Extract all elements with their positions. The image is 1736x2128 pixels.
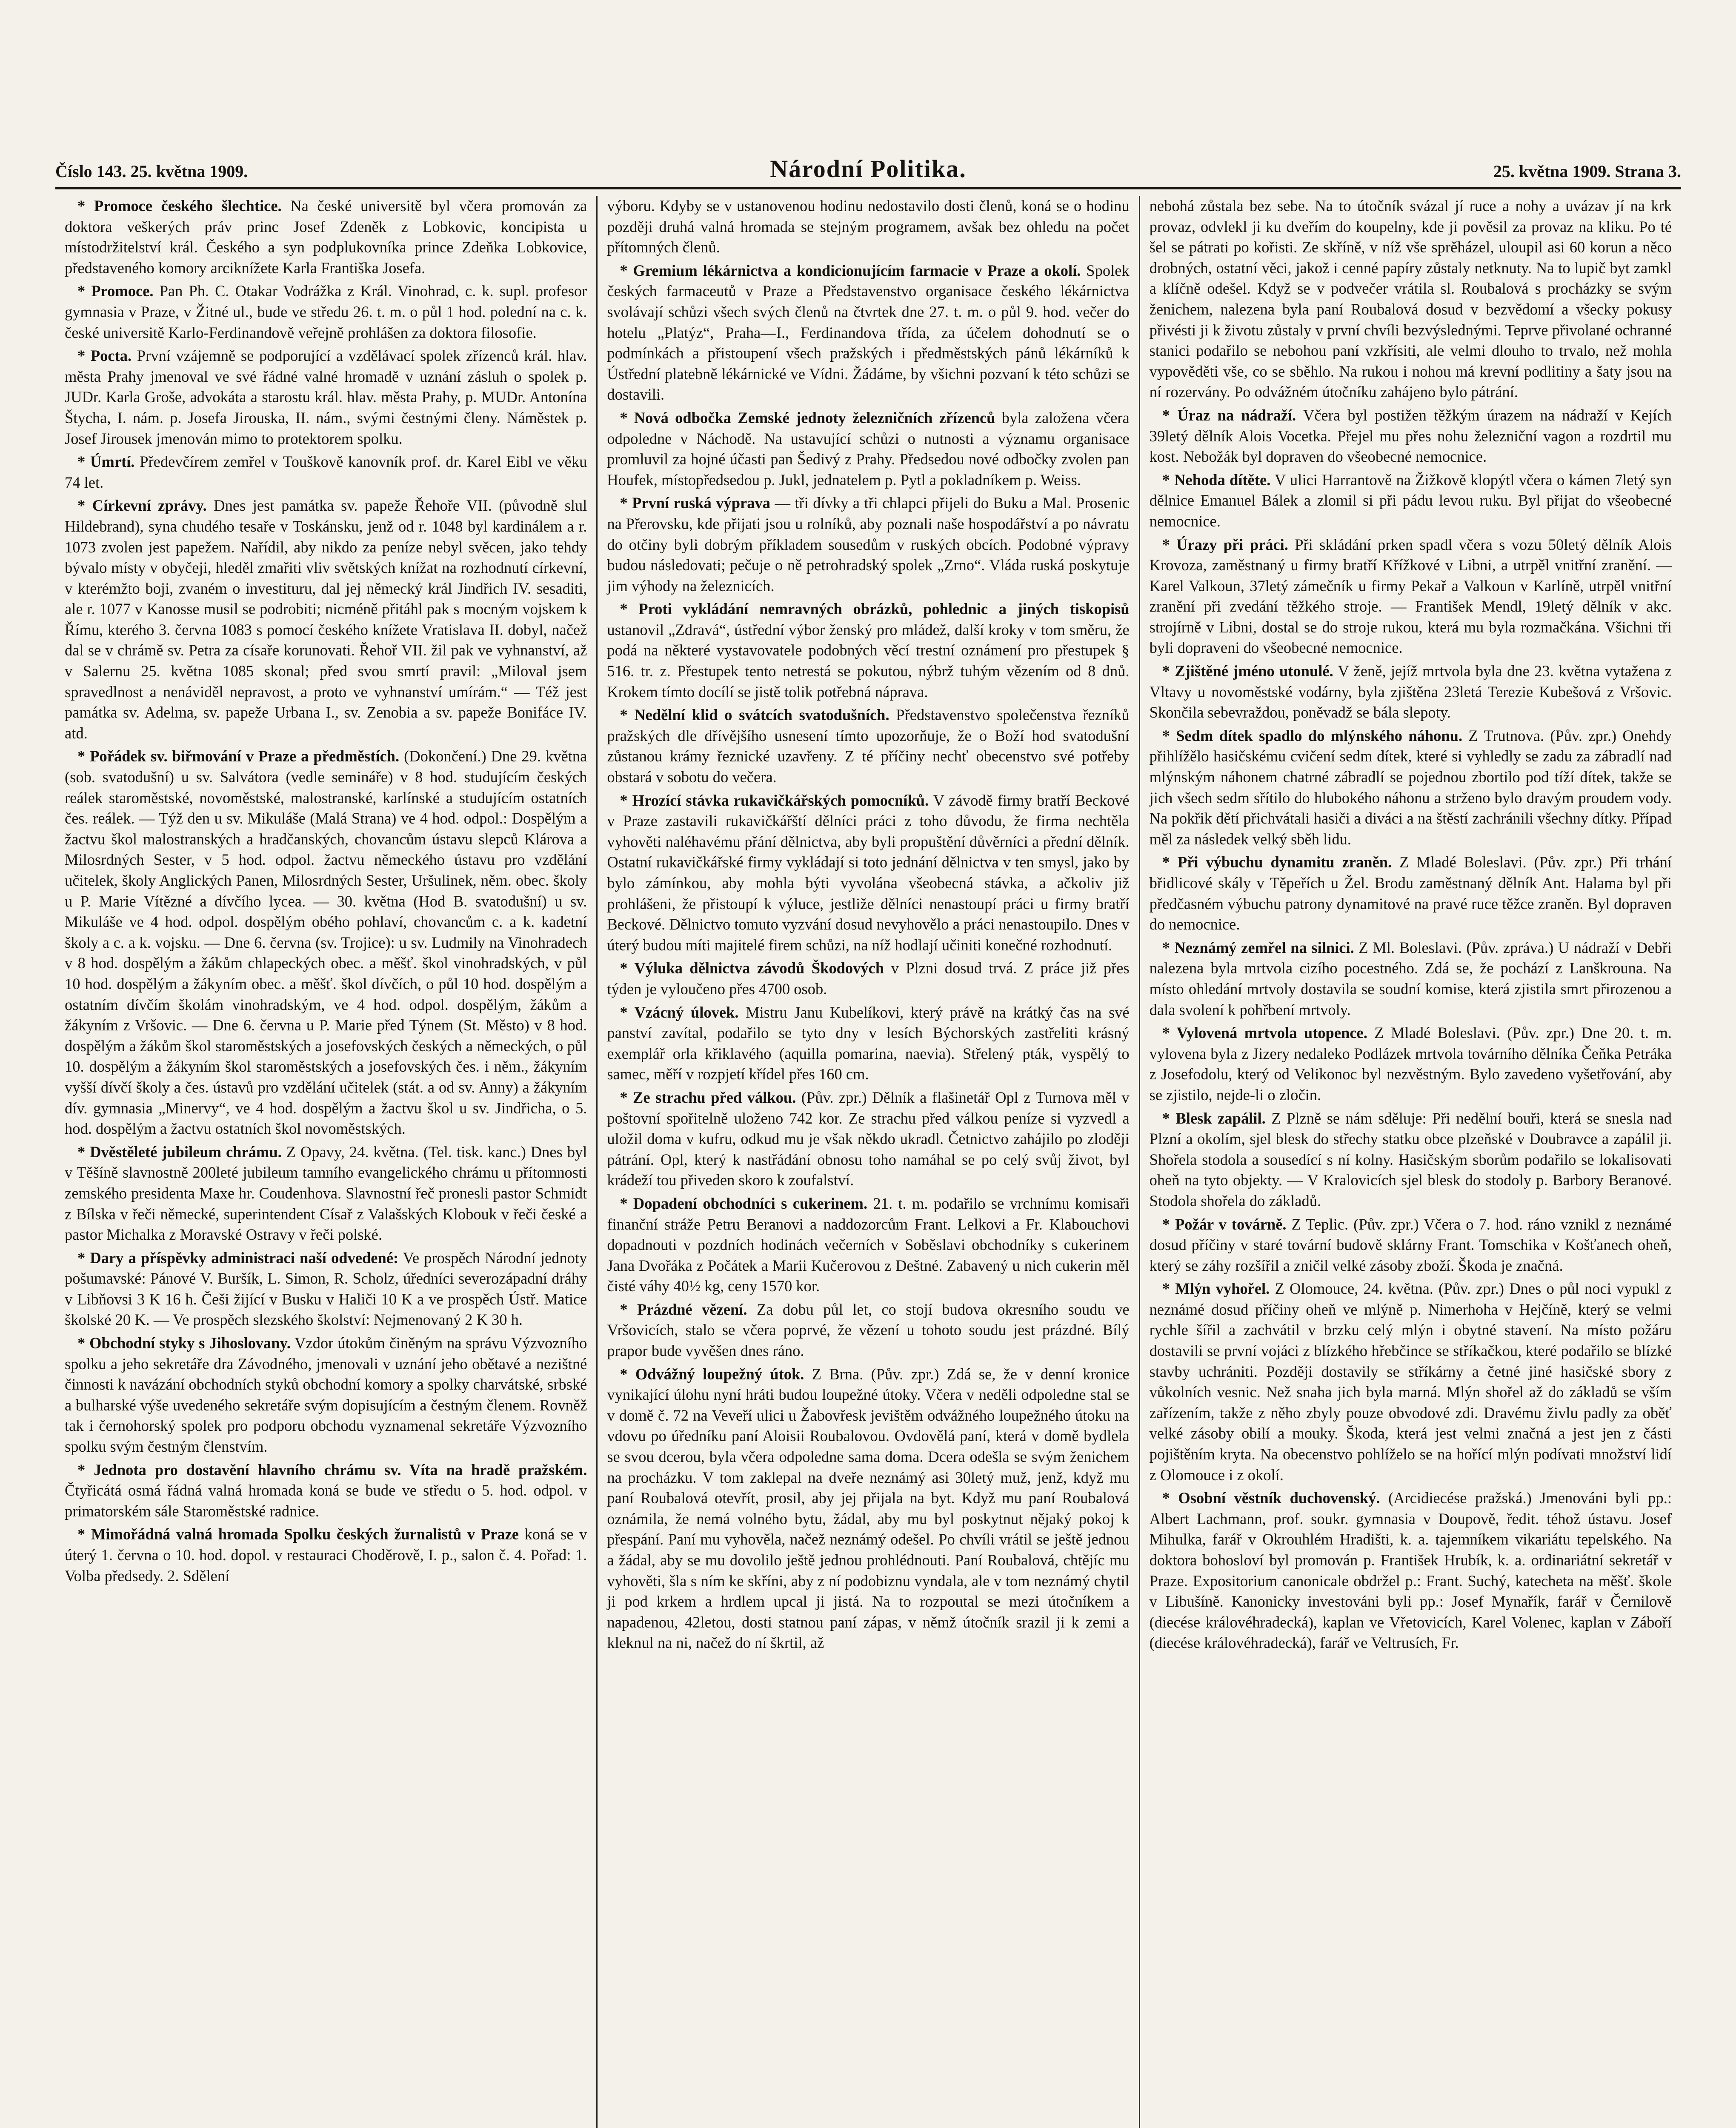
news-item [607,493,1129,596]
news-item-text: V ulici Harrantově na Žižkově klopýtl včera o kámen 7letý syn dělnice Emanuel Bálek a zlomil si při pádu levou ruku. Byl přijat do všeobecné nemocnice. [1149,471,1672,530]
issue-number-date: Číslo 143. 25. května 1909. [55,162,248,181]
news-item-heading: * Hrozící stávka rukavičkářských pomocníků. [620,791,929,809]
news-item [607,705,1129,787]
news-item-heading: * Vzácný úlovek. [620,1003,739,1021]
news-item [607,1087,1129,1191]
news-item-heading: * Obchodní styky s Jihoslovany. [77,1334,291,1352]
news-item [607,599,1129,702]
news-item-text: (Arcidiecése pražská.) Jmenováni byli pp.: Albert Lachmann, prof. soukr. gymnasia v Doupově, ředit. téhož ústavu. Josef Mihulka, farář v Okrouhlém Hradišti, k. a. tajemníkem vikariátu tepelského. Na doktora bohosloví byl promován p. František Hrubík, k. a. ordinariátní sekretář v Praze. Expositorium canonicale obdržel p.: Frant. Suchý, katecheta na měšť. škole v Libušíně. Kanonicky investováni byli pp.: Josef Mynařík, farář v Černilově (diecése královéhradecká), kaplan ve Vřetovicích, Karel Volenec, kaplan v Záboří (diecése královéhradecká), farář ve Veltrusích, Fr. [1149,1489,1672,1652]
news-item-text: Z Brna. (Pův. zpr.) Zdá se, že v denní kronice vynikající úlohu nyní hráti budou loupežné útoky. Včera v neděli odpoledne stal se v domě č. 72 na Veveří ulici u Žabovřesk jevištěm odvážného loupežného útoku na vdovu po úředníku paní Aloisii Roubalovou. Ovdovělá paní, která v domě bydlela se svou dcerou, byla včera odpoledne sama doma. Dcera odešla se svým ženichem na procházku. V tom zaklepal na dveře neznámý asi 30letý muž, jenž, když mu paní Roubalová otevřít, prosil, aby jej přijala na byt. Když mu paní Roubalová oznámila, že nemá volného bytu, žádal, aby mu byl poskytnut nějaký pokoj k přespání. Paní mu vyhověla, načež neznámý odešel. Po chvíli vrátil se ještě jednou a žádal, aby se mu dovolilo ještě jednou prohlédnouti. Paní Roubalová, chtějíc mu vyhověti, šla s ním ke skříni, aby z ní podobiznu vyndala, ale v tom neznámý chytil ji pod krkem a hrdlem upcal ji jistá. Na to rozpoutal se mezi útočníkem a napadenou, 42letou, dosti statnou paní zápas, v němž útočník srazil ji k zemi a kleknul na ni, načež do ní škrtil, až [607,1365,1130,1652]
news-item-text: Pan Ph. C. Otakar Vodrážka z Král. Vinohrad, c. k. supl. profesor gymnasia v Praze, v Žitné ul., bude ve středu 26. t. m. o půl 1 hod. polední na c. k. české universitě Karlo-Ferdinandově veřejně prohlášen za doktora filosofie. [65,282,587,341]
news-item-text: Z Teplic. (Pův. zpr.) Včera o 7. hod. ráno vznikl z neznámé dosud příčiny v staré tovární budově sklárny Frant. Tomschika v Košťanech oheň, který se záhy rozšířil a zničil velké zásoby zboží. Škoda je značná. [1149,1215,1672,1274]
news-item-heading: * Dopadení obchodníci s cukerinem. [620,1194,868,1212]
news-item-heading: * Blesk zapálil. [1162,1109,1266,1127]
news-item-text: (Dokončení.) Dne 29. května (sob. svatodušní) u sv. Salvátora (vedle semináře) v 8 hod. studujícím českých reálek staroměstské, novoměstské, malostranské, karlínské a studujícím ostatních čes. reálek. — Týž den u sv. Mikuláše (Malá Strana) ve 4 hod. odpol.: Dospělým a žactvu škol malostranských a hradčanských, chovancům ústavu slepců Klárova a Milosrdných Sester, v 5 hod. odpol. žactvu německého ústavu pro vzdělání učitelek, školy Anglických Panen, Milosrdných Sester, Uršulinek, něm. obec. školy u P. Marie Vítězné a dívčího lycea. — 30. května (Hod B. svatodušní) u sv. Mikuláše ve 4 hod. odpol. dospělým obého pohlaví, chovancům c. a k. kadetní školy a c. a k. vojsku. — Dne 6. června (sv. Trojice): u sv. Ludmily na Vinohradech v 8 hod. dospělým a žákům chlapeckých obec. a měšť. škol vinohradských, v půl 10 hod. dospělým a žákyním obec. a měšť. škol dívčích, o půl 10 hod. dospělým a ostatním dívčím školám vinohradským, ve 4 hod. odpol. dospělým, žákům a žákyním z Vršovic. — Dne 6. června u P. Marie před Týnem (St. Město) v 8 hod. dospělým a žákům škol staroměstských a josefovských českých a německých, o půl 10. dospělým a žákyním škol staroměstských a josefovských čes. i něm., žákyním vyšší dívčí školy a čes. ústavů pro vzdělání učitelek (stát. a od sv. Anny) a žákyním dív. gymnasia „Minervy“, ve 4 hod. dospělým a žactvu škol u sv. Jindřicha, o 5. hod. dospělým a žactvu ostatních škol novoměstských. [65,747,587,1138]
news-item [65,1333,587,1457]
news-item-heading: * Při výbuchu dynamitu zraněn. [1162,853,1392,871]
news-item-heading: * Jednota pro dostavění hlavního chrámu sv. Víta na hradě pražském. [77,1461,587,1479]
news-item-heading: * Promoce českého šlechtice. [77,197,282,215]
newspaper-title: Národní Politika. [770,155,967,183]
page-date-number: 25. května 1909. Strana 3. [1493,162,1681,181]
news-item [65,1460,587,1522]
news-item [1150,1108,1672,1212]
news-item-text: Z Ml. Boleslavi. (Pův. zpráva.) U nádraží v Debři nalezena byla mrtvola cizího pocestného. Zdá se, že pochází z Lanškrouna. Na místo ohledání mrtvoly dostavila se soudní komise, která zjistila smrt přirozenou a dala svolení k pohřbení mrtvoly. [1149,938,1672,1018]
news-item-text: byla založena včera odpoledne v Náchodě. Na ustavující schůzi o nutnosti a významu organisace promluvil za hojné účasti pan Šedivý z Prahy. Předsedou nové odbočky zvolen pan Houfek, místopředsedou p. Jukl, jednatelem p. Pytl a pokladníkem p. Weiss. [607,409,1130,489]
news-item-heading: * Prázdné vězení. [620,1300,747,1318]
news-item [65,281,587,343]
news-item-text: Na české universitě byl včera promován za doktora veškerých práv princ Josef Zdeněk z Lobkovic, koncipista u místodržitelství král. Českého a syn podplukovníka prince Zdeňka Lobkovice, představeného komory arciknížete Karla Františka Josefa. [65,197,587,277]
news-item [65,1248,587,1330]
news-item-text: Spolek českých farmaceutů v Praze a Představenstvo organisace českého lékárnictva svolávají schůzi všech svých členů na čtvrtek dne 27. t. m. o půl 9. hod. večer do hotelu „Platýz“, Praha—I., Ferdinandova třída, za účelem dohodnutí se o podmínkách a přistoupení všech pražských i předměstských pánů lékárníků k Ústřední platebně lékárnické ve Vídni. Žádáme, by všichni pozvaní k této schůzi se dostavili. [607,261,1130,403]
news-item [65,495,587,744]
news-item [607,790,1129,956]
news-item [1150,470,1672,532]
news-item [1150,1279,1672,1485]
newspaper-page [55,140,1681,2128]
news-item-heading: * Úrazy při práci. [1162,535,1288,553]
news-item-heading: * Vylovená mrtvola utopence. [1162,1024,1367,1042]
news-item-heading: * Pořádek sv. biřmování v Praze a předměstích. [77,747,400,765]
news-item-text: Z Plzně se nám sděluje: Při nedělní bouři, která se snesla nad Plzní a okolím, sjel blesk do střechy statku obce plzeňské v Doubravce a zapálil ji. Shořela stodola a sousedící s ní kolny. Hasičským sborům podařilo se lokalisovati oheň na tyto objekty. — V Kralovicích sjel blesk do stodoly p. Barbory Beranové. Stodola shořela do základů. [1149,1109,1672,1210]
masthead [55,140,1681,189]
news-item-text: Z Opavy, 24. května. (Tel. tisk. kanc.) Dnes byl v Těšíně slavnostně 200leté jubileum tamního evangelického chrámu u přítomnosti zemského presidenta Maxe hr. Coudenhova. Slavnostní řeč pronesli pastor Schmidt z Bílska v řeči německé, superintendent Císař z Valašských Klobouk v řeči české a pastor Michalka z Moravské Ostravy v řeči polské. [65,1143,587,1244]
news-item-heading: * Gremium lékárnictva a kondicionujícím farmacie v Praze a okolí. [620,261,1081,279]
news-item-text: Za dobu půl let, co stojí budova okresního soudu ve Vršovicích, stalo se včera poprvé, že vězení u tohoto soudu jest prázdné. Bílý prapor bude vyvěšen dnes ráno. [607,1300,1130,1360]
news-item-heading: * Zjištěné jméno utonulé. [1162,662,1333,680]
news-item-text: — tři dívky a tři chlapci přijeli do Buku a Mal. Prosenic na Přerovsku, kde přijati jsou u rolníků, aby poznali naše hospodářství a po návratu do otčiny byli dobrým příkladem sousedům v ruských obcích. Podobné výpravy budou následovati; pečuje o ně petrohradský spolek „Zrno“. Vláda ruská poskytuje jim výhody na železnicích. [607,494,1130,595]
news-item [607,196,1129,258]
news-item-heading: * Úraz na nádraží. [1162,406,1296,424]
news-item-text: v Plzni dosud trvá. Z práce již přes týden je vyloučeno přes 4700 osob. [607,959,1130,998]
news-item-text: ustanovil „Zdravá“, ústřední výbor ženský pro mládež, další kroky v tom směru, že podá na některé vystavovatele podobných věcí trestní oznámení pro přestupek § 516. tr. z. Přestupek tento netrestá se pokutou, nýbrž tuhým vězením od 8 dnů. Krokem tímto docílí se jistě tolik potřebná náprava. [607,621,1130,701]
news-item-heading: * Dvěstěleté jubileum chrámu. [77,1143,282,1161]
news-item-text: Dnes jest památka sv. papeže Řehoře VII. (původně slul Hildebrand), syna chudého tesaře v Toskánsku, jenž od r. 1048 byl kardinálem a r. 1073 zvolen jest papežem. Nařídil, aby nikdo za peníze nebyl svěcen, jako tehdy bývalo místy v obyčeji, hleděl zmařiti vliv světských knížat na rozhodnutí církevní, v kterémžto boji, zvaném o investituru, dal jej německý král Jindřich IV. sesaditi, ale r. 1077 v Kanosse musil se podrobiti; nicméně přitáhl pak s mocným vojskem k Římu, kterého 3. června 1083 s pomocí českého knížete Vratislava II. dobyl, načež dal se v chrámě sv. Petra za císaře korunovati. Řehoř VII. žil pak ve vyhnanství, až v Salernu 25. května 1085 skonal; před svou smrtí pravil: „Miloval jsem spravedlnost a nenáviděl nepravost, a proto ve vyhnanství umírám.“ — Též jest památka sv. Adelma, sv. papeže Urbana I., sv. Zenobia a sv. papeže Bonifáce IV. atd. [65,497,587,742]
news-item-heading: * Proti vykládání nemravných obrázků, pohlednic a jiných tiskopisů [620,600,1130,618]
news-item-text: Ve prospěch Národní jednoty pošumavské: Pánové V. Buršík, L. Simon, R. Scholz, úředníci severozápadní dráhy v Libňovsi 3 K 16 h. Češi žijící v Busku v Haliči 10 K a ve prospěch Ústř. Matice školské 20 K. — Ve prospěch slezského školství: Nejmenovaný 2 K 30 h. [65,1249,587,1329]
news-item-text: Z Mladé Boleslavi. (Pův. zpr.) Při trhání břidlicové skály v Těpeřích u Žel. Brodu zaměstnaný dělník Ant. Halama byl při předčasném výbuchu patrony dynamitové na pravé ruce těžce zraněn. Byl dopraven do nemocnice. [1149,853,1672,933]
news-item [1150,196,1672,403]
news-item [1150,852,1672,935]
news-item [1150,661,1672,723]
column-1 [55,196,596,2128]
news-item [65,746,587,1139]
news-item [1150,1488,1672,1653]
news-item [1150,405,1672,467]
news-item-heading: * Mimořádná valná hromada Spolku českých žurnalistů v Praze [77,1525,519,1543]
news-item-heading: * Nová odbočka Zemské jednoty železničních zřízenců [620,409,995,426]
news-item-text: První vzájemně se podporující a vzdělávací spolek zřízenců král. hlav. města Prahy jmenoval ve své řádné valné hromadě v uznání zásluh o spolek p. JUDr. Karla Groše, advokáta a starostu král. hlav. města Prahy, p. MUDr. Antonína Štycha, I. nám. p. Josefa Jirouska, II. nám., svými čestnými členy. Náměstek p. Josef Jirousek jmenován mimo to protektorem spolku. [65,347,587,447]
news-item-heading: * Požár v továrně. [1162,1215,1287,1233]
news-item [1150,1214,1672,1276]
news-item [607,1299,1129,1361]
news-item [1150,1023,1672,1105]
news-item-text: Při skládání prken spadl včera s vozu 50letý dělník Alois Krovoza, zaměstnaný u firmy bratří Křížkové v Libni, a utrpěl vnitřní zranění. — Karel Valkoun, 37letý zámečník u firmy Pekař a Valkoun v Karlíně, utrpěl vnitřní zranění při zvedání těžkého stroje. — František Mendl, 19letý dělník v akc. strojírně v Libni, dostal se do stroje rukou, která mu byla rozmačkána. Všichni tři byli dopraveni do všeobecné nemocnice. [1149,535,1672,657]
news-item [65,346,587,449]
news-item-heading: * Promoce. [77,282,154,300]
news-item-heading: * Osobní věstník duchovenský. [1162,1489,1380,1507]
news-item [607,1002,1129,1085]
news-item-heading: * Dary a příspěvky administraci naší odvedené: [77,1249,399,1267]
news-item-heading: * Sedm dítek spadlo do mlýnského náhonu. [1162,726,1463,744]
news-item-text: (Pův. zpr.) Dělník a flašinetář Opl z Turnova měl v poštovní spořitelně uloženo 742 kor. Ze strachu před válkou peníze si vyzvedl a uložil doma v kufru, odkud mu je však někdo ukradl. Četnictvo zahájilo po zloději pátrání. Opl, který k nastřádání obnosu toho namáhal se po celý svůj život, byl krádeží tou přiveden skoro k zoufalství. [607,1088,1130,1189]
news-item-text: Včera byl postižen těžkým úrazem na nádraží v Kejích 39letý dělník Alois Vocetka. Přejel mu přes nohu železniční vagon a rozdrtil mu kost. Nebožák byl dopraven do všeobecné nemocnice. [1149,406,1672,466]
news-item [1150,726,1672,850]
news-item-heading: * Pocta. [77,347,132,365]
news-item [607,958,1129,999]
news-item-heading: * Nehoda dítěte. [1162,471,1271,489]
news-item-text: V závodě firmy bratří Beckové v Praze zastavili rukavičkářští dělníci práci z toho důvodu, že firma nechtěla vyhověti naléhavému přání dělnictva, aby byli propuštění důvěrníci a přední dělník. Ostatní rukavičkářské firmy vykládají si toto jednání dělnictva v ten smysl, jako by bylo zámínkou, aby mohla býti vyvolána všeobecná stávka, a ačkoliv již prohlášeni, že přistoupí k výluce, jestliže dělníci nenastoupí práci u firmy bratří Beckové. Dělnictvo tomuto vyzvání dosud nevyhovělo a práci nenastoupilo. Dnes v úterý budou míti majitelé firem schůzi, na níž hodlají učiniti konečné rozhodnutí. [607,791,1130,954]
news-item-text: Předevčírem zemřel v Touškově kanovník prof. dr. Karel Eibl ve věku 74 let. [65,453,587,491]
news-item [65,1142,587,1245]
news-item-text: nebohá zůstala bez sebe. Na to útočník svázal jí ruce a nohy a uvázav jí na krk provaz, odvlekl ji ku dveřím do koupelny, kde ji pověsil za provaz na kliku. Po té šel se pátrati po kořisti. Ze skříně, v níž vše sprěházel, uloupil asi 60 korun a něco drobných, ostatní věci, jakož i cenné papíry zůstaly netknuty. Na to lupič byt zamkl a klíčně odešel. Když se v podvečer vrátila sl. Roubalová s procházky se svým ženichem, nalezena byla paní Roubalová dosud v bezvědomí a všecky pokusy přivésti ji k životu zůstaly v první chvíli bezvýslednými. Teprve přivolané ochranné stanici podařilo se nebohou paní vzkřísiti, ale velmi dlouho to trvalo, než mohla vypověděti vše, co se sběhlo. Na rukou i nohou má krevní podlitiny a šaty jsou na ní rozervány. Po odvážném útočníku zahájeno bylo pátrání. [1149,197,1672,401]
news-item-heading: * Mlýn vyhořel. [1162,1280,1270,1298]
news-item-heading: * Úmrtí. [77,453,135,471]
article-columns [55,196,1681,2128]
news-item [607,1193,1129,1297]
news-item [607,408,1129,490]
news-item-heading: * Ze strachu před válkou. [620,1088,796,1106]
news-item-heading: * Nedělní klid o svátcích svatodušních. [620,706,889,724]
news-item-text: Z Trutnova. (Pův. zpr.) Onehdy přihlížělo hasičskému cvičení sedm dítek, které si vyhledly se zadu za zábradlí nad mlýnským náhonem chatrné zábradlí se pojednou zbortilo pod tíží dítek, takže se jich všech sedm sřítilo do hlubokého náhonu a strženo bylo dravým proudem vody. Na pokřik dětí přichvátali hasiči a diváci a na štěstí zachránili všechny dítky. Případ měl za následek velký sběh lidu. [1149,726,1672,848]
news-item-text: Mistru Janu Kubelíkovi, který právě na krátký čas na své panství zavítal, podařilo se tyto dny v lesích Býchorských zastřeliti krásný exemplář orla křiklavého (aquilla pomarina, naevia). Střelený pták, vyspělý to samec, měří v rozpjetí křídel přes 160 cm. [607,1003,1130,1083]
column-2 [596,196,1138,2128]
news-item [65,196,587,278]
news-item-text: V ženě, jejíž mrtvola byla dne 23. května vytažena z Vltavy u novoměstské vodárny, byla zjištěna 23letá Terezie Kubešová z Vršovic. Skončila sebevraždou, poněvadž se bála slepoty. [1149,662,1672,721]
news-item [607,260,1129,405]
news-item-text: Vzdor útokům činěným na správu Výzvozního spolku a jeho sekretáře dra Závodného, jmenovali v uznání jeho obětavé a nezištné činnosti k navázání obchodních styků obchodní komory a spolky charvátské, srbské a bulharské výše uvedeného sekretáře svým dopisujícím a čestným členem. Rovněž tak i černohorský spolek pro podporu obchodu vyznamenal sekretáře Výzvozního spolku svým čestným členstvím. [65,1334,587,1456]
news-item [65,1524,587,1586]
news-item [1150,535,1672,659]
news-item-text: koná se v úterý 1. června o 10. hod. dopol. v restauraci Choděrově, I. p., salon č. 4. Pořad: 1. Volba předsedy. 2. Sdělení [65,1525,587,1585]
news-item [607,1364,1129,1653]
news-item-heading: * Neznámý zemřel na silnici. [1162,938,1354,956]
news-item-heading: * Výluka dělnictva závodů Škodových [620,959,884,977]
news-item [1150,938,1672,1020]
news-item-heading: * Církevní zprávy. [77,497,207,515]
news-item-text: 21. t. m. podařilo se vrchnímu komisaři finanční stráže Petru Beranovi a naddozorcům Frant. Lelkovi a Fr. Klabouchovi dopadnouti v pozdních hodinách večerních v Soběslavi obchodníky s cukerinem Jana Dvořáka z Počátek a Marii Kučerovou z Deštné. Zabavený u nich cukerin měl čisté váhy 40½ kg, ceny 1570 kor. [607,1194,1130,1295]
news-item-text: Čtyřicátá osmá řádná valná hromada koná se bude ve středu o 5. hod. odpol. v primatorském sále Staroměstské radnice. [65,1482,587,1520]
news-item-heading: * První ruská výprava [620,494,771,512]
news-item-heading: * Odvážný loupežný útok. [620,1365,804,1383]
news-item [65,452,587,493]
column-3 [1139,196,1681,2128]
news-item-text: Z Mladé Boleslavi. (Pův. zpr.) Dne 20. t. m. vylovena byla z Jizery nedaleko Podlázek mrtvola továrního dělníka Čeňka Petráka z Josefodolu, který od Velikonoc byl nezvěstným. Bylo zavedeno vyšetřování, aby se zjistilo, nejde-li o zločin. [1149,1024,1672,1104]
news-item-text: výboru. Kdyby se v ustanovenou hodinu nedostavilo dosti členů, koná se o hodinu později druhá valná hromada se stejným programem, avšak bez ohledu na počet přítomných členů. [607,197,1130,256]
news-item-text: Představenstvo společenstva řezníků pražských dle dřívějšího usnesení tímto upozorňuje, že o Boží hod svatodušní zůstanou krámy řeznické uzavřeny. Z té příčiny nechť obecenstvo své potřeby obstará v sobotu do večera. [607,706,1130,786]
news-item-text: Z Olomouce, 24. května. (Pův. zpr.) Dnes o půl noci vypukl z neznámé dosud příčiny oheň ve mlýně p. Nimerhoha v Hejčíně, který se velmi rychle šířil a zachvátil v brzku celý mlýn i obytné stavení. Na místo požáru dostavili se první vojáci z blízkého hřebčince se stříkačkou, které podařilo se blízké stavby uchrániti. Později dostavily se stříkárny a četné jiné hasičské sbory z vůkolních vesnic. Než snaha jich byla marná. Mlýn shořel až do základů se vším zařízením, takže z něho zbyly pouze obvodové zdi. Dravému živlu padly za oběť velké zásoby obilí a mouky. Škoda, která jest velmi značná a jest jen z části pojištěním kryta. Na obecenstvo pohlíželo se na hořící mlýn podívati množství lidí z Olomouce i z okolí. [1149,1280,1672,1484]
